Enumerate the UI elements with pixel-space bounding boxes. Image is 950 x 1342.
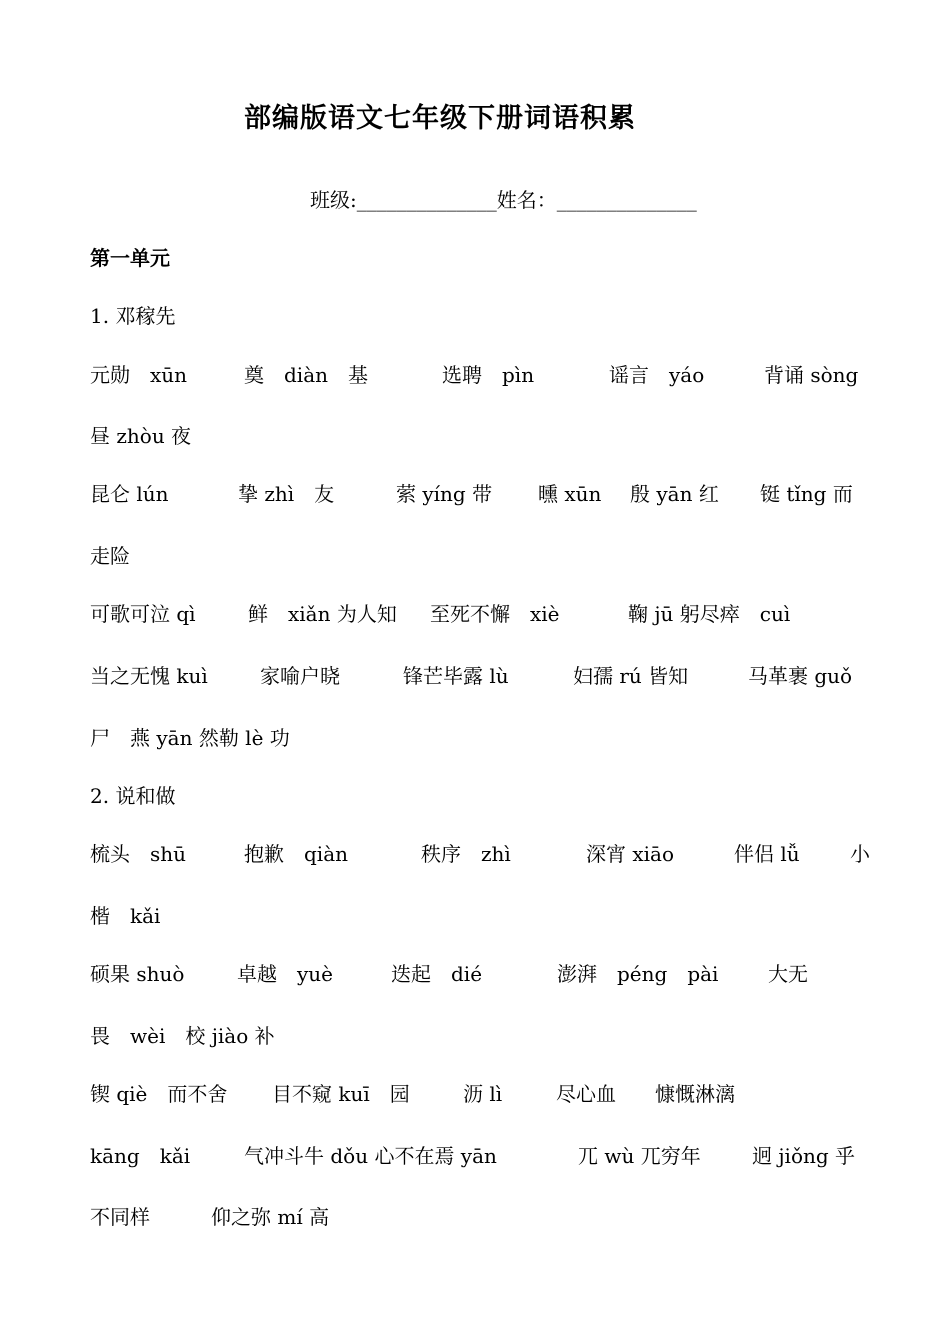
word-row	[90, 722, 290, 751]
word-entry: 元勋 xūn	[90, 363, 188, 387]
unit-heading: 第一单元	[90, 246, 170, 270]
word-entry: 深宵 xiāo	[586, 842, 674, 866]
class-label: 班级:	[310, 188, 357, 212]
word-entry: 仰之弥 mí 高	[211, 1205, 330, 1229]
word-entry: 铤 tǐng 而	[760, 482, 853, 506]
word-row	[90, 660, 890, 688]
word-row	[90, 598, 890, 626]
word-entry: 可歌可泣 qì	[90, 602, 196, 626]
name-label: 姓名：	[496, 188, 557, 212]
word-entry: 妇孺 rú 皆知	[573, 664, 689, 688]
word-entry: 尽心血	[556, 1082, 616, 1106]
lesson-heading: 1. 邓稼先	[90, 304, 176, 328]
word-entry: 硕果 shuò	[90, 962, 185, 986]
word-entry: 迥 jiǒng 乎	[752, 1144, 856, 1168]
word-entry: 萦 yíng 带	[396, 482, 493, 506]
word-entry: 锲 qiè 而不舍	[90, 1082, 228, 1106]
word-entry: 鲜 xiǎn 为人知	[248, 602, 397, 626]
word-entry: 挚 zhì 友	[238, 482, 335, 506]
word-entry: 气冲斗牛 dǒu 心不在焉 yān	[244, 1144, 497, 1168]
word-entry: 秩序 zhì	[421, 842, 511, 866]
word-row	[90, 1078, 890, 1106]
word-entry: 不同样	[90, 1205, 150, 1229]
word-entry: 昼 zhòu 夜	[90, 424, 192, 448]
word-entry: 迭起 dié	[391, 962, 483, 986]
word-entry: 慷慨淋漓	[655, 1082, 735, 1106]
word-row	[90, 900, 160, 929]
word-row	[90, 540, 130, 569]
word-entry: 大无	[768, 962, 808, 986]
word-entry: 抱歉 qiàn	[244, 842, 349, 866]
word-row	[90, 958, 890, 986]
name-blank: ______________	[556, 188, 697, 212]
word-entry: 家喻户晓	[260, 664, 340, 688]
word-entry: 畏 wèi 校 jiào 补	[90, 1024, 275, 1048]
word-row	[90, 1201, 890, 1229]
word-entry: 小	[850, 842, 870, 866]
word-entry: 鞠 jū 躬尽瘁 cuì	[628, 602, 791, 626]
word-entry: 谣言 yáo	[609, 363, 705, 387]
word-entry: 兀 wù 兀穷年	[578, 1144, 701, 1168]
word-entry: 卓越 yuè	[237, 962, 334, 986]
word-entry: 当之无愧 kuì	[90, 664, 208, 688]
word-entry: 选聘 pìn	[442, 363, 535, 387]
word-entry: 沥 lì	[463, 1082, 503, 1106]
word-entry: 昆仑 lún	[90, 482, 169, 506]
word-entry: 伴侣 lǚ	[734, 842, 800, 866]
word-entry: 尸 燕 yān 然勒 lè 功	[90, 726, 290, 750]
word-entry: 目不窥 kuī 园	[272, 1082, 410, 1106]
word-row	[90, 420, 191, 449]
lesson-heading: 2. 说和做	[90, 784, 176, 808]
word-row	[90, 359, 890, 387]
word-row	[90, 838, 890, 866]
page-title: 部编版语文七年级下册词语积累	[244, 103, 636, 134]
word-entry: 背诵 sòng	[764, 363, 859, 387]
word-entry: 马革裹 guǒ	[748, 664, 853, 688]
word-entry: 殷 yān 红	[630, 482, 719, 506]
word-entry: 至死不懈 xiè	[430, 602, 560, 626]
word-row	[90, 478, 890, 506]
word-row	[90, 1140, 890, 1168]
word-entry: kāng kǎi	[90, 1144, 191, 1168]
word-entry: 锋芒毕露 lù	[403, 664, 509, 688]
student-info	[310, 184, 697, 213]
word-entry: 梳头 shū	[90, 842, 187, 866]
class-blank: ______________	[356, 188, 497, 212]
word-entry: 曛 xūn	[538, 482, 602, 506]
word-row	[90, 1020, 275, 1049]
word-entry: 走险	[90, 544, 130, 568]
word-entry: 澎湃 péng pài	[557, 962, 719, 986]
word-entry: 奠 diàn 基	[244, 363, 369, 387]
word-entry: 楷 kǎi	[90, 904, 161, 928]
